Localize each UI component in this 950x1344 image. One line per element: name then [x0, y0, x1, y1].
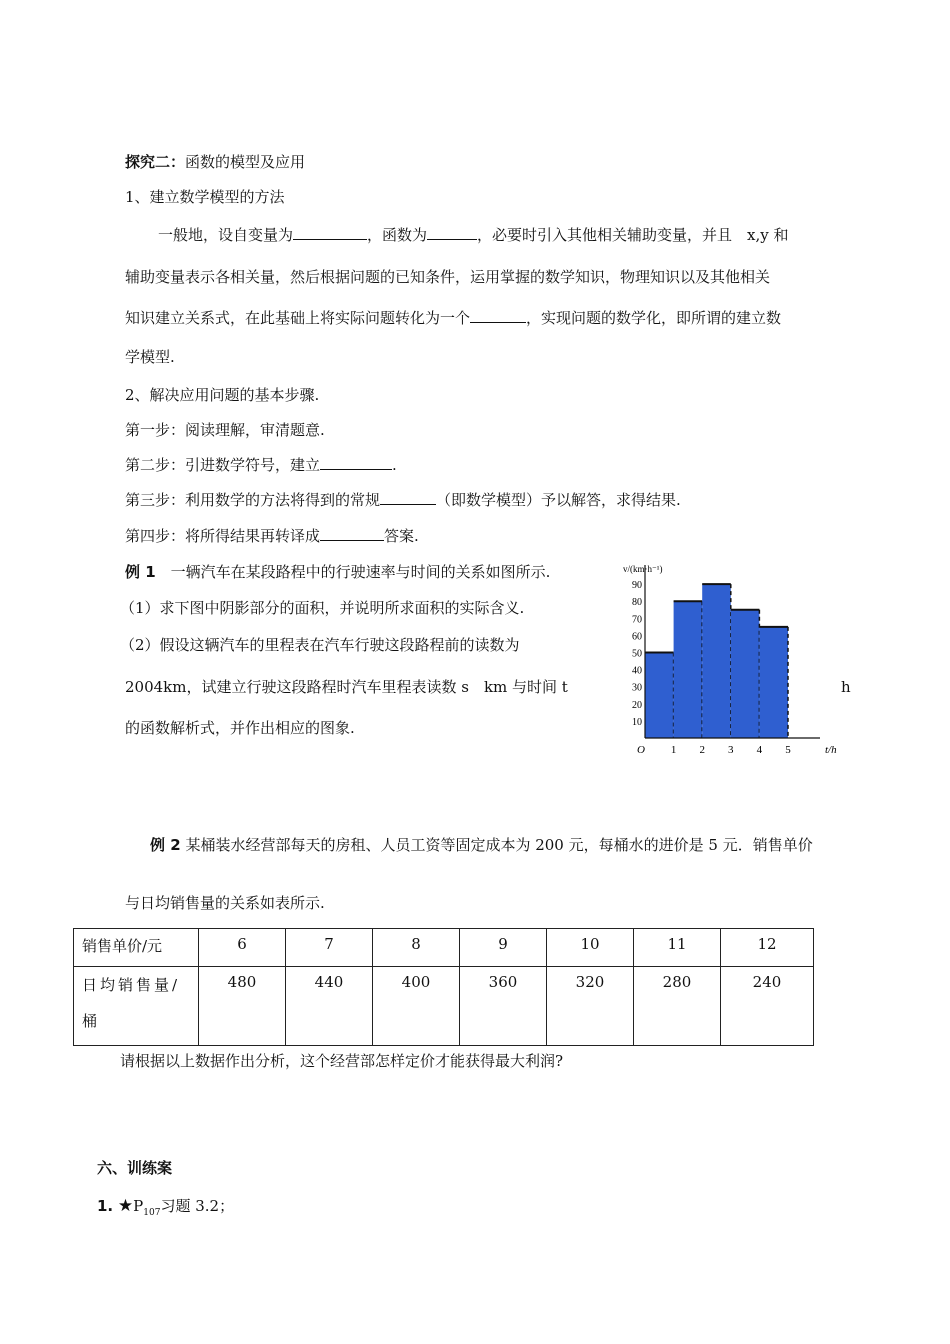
origin-label: O [637, 744, 645, 756]
example1-h: h [841, 678, 851, 696]
t: 一般地，设自变量为 [158, 226, 294, 244]
step4 [125, 526, 419, 546]
label: 例 2 [150, 836, 181, 854]
example1-q2: （2）假设这辆汽车的里程表在汽车行驶这段路程前的读数为 [120, 636, 520, 654]
table-row [74, 967, 814, 1046]
x-axis-label: t/h [825, 744, 837, 756]
y-tick-label: 70 [632, 614, 642, 626]
cell: 400 [373, 967, 460, 1046]
bar [674, 601, 703, 738]
step1: 第一步：阅读理解，审清题意. [125, 421, 325, 439]
cell: 480 [199, 967, 286, 1046]
blank [320, 455, 392, 470]
section-title [125, 152, 305, 172]
row-header: 销售单价/元 [74, 929, 199, 967]
cell: 8 [373, 929, 460, 967]
blank [380, 490, 436, 505]
bar [645, 653, 674, 739]
y-tick-label: 60 [632, 631, 642, 643]
t: 第三步：利用数学的方法将得到的常规 [125, 491, 381, 509]
label: 例 1 [125, 563, 156, 581]
part1-line4: 学模型. [125, 348, 175, 366]
t: ，函数为 [367, 226, 428, 244]
table-row [74, 929, 814, 967]
row-header [74, 967, 199, 1046]
part1-line3 [125, 308, 781, 328]
example1-q2b: 2004km，试建立行驶这段路程时汽车里程表读数 s km 与时间 t [125, 678, 568, 696]
y-tick-label: 50 [632, 648, 642, 660]
y-tick-label: 30 [632, 682, 642, 694]
t: （即数学模型）予以解答，求得结果. [436, 491, 681, 509]
cell: 11 [634, 929, 721, 967]
blank [293, 225, 367, 240]
x-tick-label: 2 [699, 744, 705, 756]
bar [759, 627, 788, 738]
y-tick-label: 40 [632, 665, 642, 677]
y-tick-label: 80 [632, 597, 642, 609]
bar [731, 610, 760, 738]
t: ，实现问题的数学化，即所谓的建立数 [526, 309, 782, 327]
blank [320, 526, 384, 541]
cell: 280 [634, 967, 721, 1046]
title-rest: 函数的模型及应用 [185, 153, 306, 171]
t: 一辆汽车在某段路程中的行驶速率与时间的关系如图所示. [155, 563, 551, 581]
step2 [125, 455, 397, 475]
y-axis-label: v/(km·h⁻¹) [623, 564, 663, 574]
cell: 12 [721, 929, 814, 967]
y-tick-label: 90 [632, 580, 642, 592]
x-tick-label: 5 [785, 744, 791, 756]
y-tick-label: 10 [632, 716, 642, 728]
cell: 10 [547, 929, 634, 967]
part2-heading: 2、解决应用问题的基本步骤. [125, 386, 320, 404]
t: 日均销售量/ [82, 976, 181, 994]
bar [702, 584, 731, 738]
step3 [125, 490, 681, 510]
cell: 7 [286, 929, 373, 967]
example2-line2: 与日均销售量的关系如表所示. [125, 894, 325, 912]
example2-line1 [150, 835, 813, 855]
star-icon: ★ [117, 1196, 134, 1216]
t: 知识建立关系式，在此基础上将实际问题转化为一个 [125, 309, 471, 327]
t: P [133, 1197, 144, 1215]
title-bold: 探究二： [125, 153, 186, 171]
t: 第二步：引进数学符号，建立 [125, 456, 321, 474]
part1-heading: 1、建立数学模型的方法 [125, 188, 285, 206]
price-sales-table [73, 928, 814, 1046]
speed-time-chart [615, 560, 835, 760]
cell: 9 [460, 929, 547, 967]
t: 某桶装水经营部每天的房租、人员工资等固定成本为 200 元，每桶水的进价是 5 元．销售单价 [180, 836, 813, 854]
t: 第四步：将所得结果再转译成 [125, 527, 321, 545]
x-tick-label: 4 [756, 744, 763, 756]
training-item [97, 1196, 234, 1223]
x-tick-label: 3 [728, 744, 734, 756]
training-heading: 六、训练案 [97, 1159, 173, 1177]
t: ，必要时引入其他相关辅助变量，并且 x,y 和 [477, 226, 789, 244]
y-tick-label: 20 [632, 699, 642, 711]
x-tick-label: 1 [670, 744, 677, 756]
t: 习题 3.2； [160, 1197, 235, 1215]
t: 桶 [82, 1012, 98, 1030]
num: 1. [97, 1197, 114, 1215]
cell: 320 [547, 967, 634, 1046]
t: 答案. [384, 527, 419, 545]
blank [470, 308, 526, 323]
t: . [392, 456, 397, 474]
example1-line1 [125, 562, 550, 582]
cell: 240 [721, 967, 814, 1046]
example1-q1: （1）求下图中阴影部分的面积，并说明所求面积的实际含义. [120, 599, 525, 617]
part1-line2: 辅助变量表示各相关量，然后根据问题的已知条件，运用掌握的数学知识，物理知识以及其他相关 [125, 268, 771, 286]
cell: 6 [199, 929, 286, 967]
example1-q2c: 的函数解析式，并作出相应的图象. [125, 719, 355, 737]
example2-question: 请根据以上数据作出分析，这个经营部怎样定价才能获得最大利润? [120, 1052, 564, 1070]
cell: 440 [286, 967, 373, 1046]
t: 107 [143, 1208, 161, 1218]
blank [427, 225, 477, 240]
part1-line1 [158, 225, 789, 245]
cell: 360 [460, 967, 547, 1046]
